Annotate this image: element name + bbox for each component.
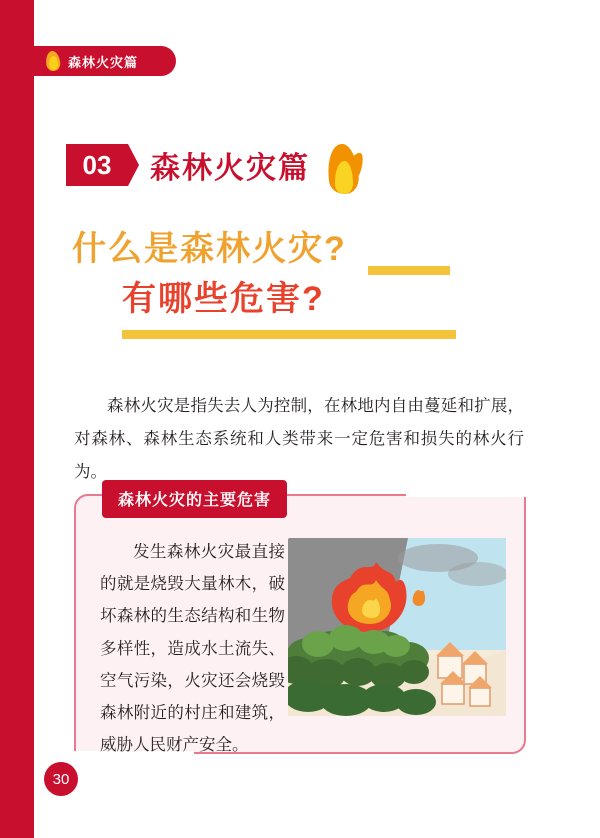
- page-number: 30: [44, 762, 78, 796]
- forest-fire-illustration: [288, 538, 506, 716]
- callout-notch-top-right: [406, 494, 526, 497]
- body-paragraph: 森林火灾是指失去人为控制，在林地内自由蔓延和扩展，对森林、森林生态系统和人类带来一定危害和损失的林火行为。: [74, 395, 524, 481]
- flame-icon: [324, 136, 366, 194]
- callout-text: 发生森林火灾最直接的就是烧毁大量林木，破坏森林的生态结构和生物多样性，造成水土流失、空气污染，火灾还会烧毁森林附近的村庄和建筑，威胁人民财产安全。: [100, 542, 285, 755]
- running-header-label: 森林火灾篇: [68, 54, 139, 70]
- callout-card: [74, 494, 526, 754]
- running-header: [34, 46, 176, 76]
- headline-underline-2: [122, 330, 456, 339]
- chapter-number: 03: [66, 144, 128, 186]
- headline-block: [0, 228, 600, 321]
- headline-underline-1: [368, 266, 450, 275]
- flame-icon: [42, 49, 64, 73]
- headline-line-2: 有哪些危害?: [122, 279, 325, 318]
- callout-title: 森林火灾的主要危害: [102, 480, 287, 518]
- chapter-title: 森林火灾篇: [150, 152, 310, 185]
- page-spine: [0, 0, 34, 838]
- chapter-heading: [66, 136, 366, 194]
- headline-line-1: 什么是森林火灾?: [72, 230, 347, 268]
